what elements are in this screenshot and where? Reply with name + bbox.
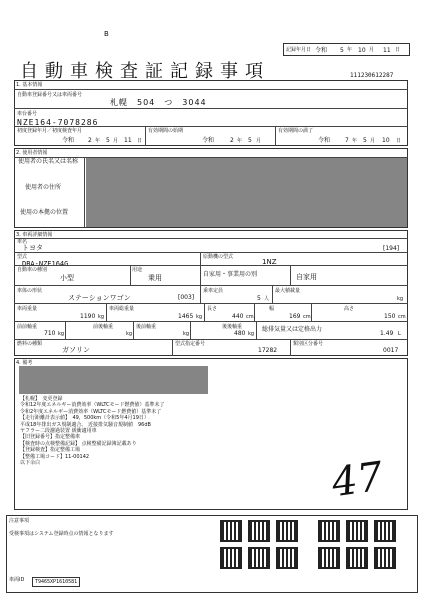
vehicle-kind-label: 自動車の種別 xyxy=(17,267,48,273)
qr-code xyxy=(220,547,242,569)
redacted-remarks xyxy=(19,366,208,394)
height-value: 150 xyxy=(384,313,396,320)
length-value: 440 xyxy=(232,313,244,320)
record-date-year: 5 xyxy=(340,47,344,54)
maker-label: 車名 xyxy=(17,239,28,245)
first-registration-label: 初度登録年月／初度検査年月 xyxy=(17,128,83,134)
validity-end-month: 5 xyxy=(363,137,367,144)
designation-label: 型式指定番号 xyxy=(175,341,206,347)
validity-start-label: 有効期間の始期 xyxy=(148,128,184,134)
width-value: 169 xyxy=(289,313,301,320)
validity-start-month: 5 xyxy=(248,137,252,144)
validity-end-year: 7 xyxy=(345,137,349,144)
fuel-value: ガソリン xyxy=(62,346,90,354)
engine-label: 原動機の型式 xyxy=(203,254,234,260)
remark-line: 【札幌】 変更登録 xyxy=(20,396,63,402)
notice-text: 受検事項はシステム登録時点の情報となります xyxy=(9,531,114,537)
handwritten-number: 47 xyxy=(329,453,386,507)
remark-line: 以下余白 xyxy=(20,460,41,467)
model-value: DBA-NZE164G xyxy=(22,260,69,268)
displacement-value: 1.49 xyxy=(380,330,394,337)
model-label: 型式 xyxy=(17,254,28,260)
user-name-label: 使用者の氏名又は名称 xyxy=(18,158,79,165)
qr-code xyxy=(318,520,340,542)
first-registration-era: 令和 xyxy=(62,137,75,144)
use-base-label: 使用の本拠の位置 xyxy=(20,209,69,216)
record-date-label: 記録年月日 xyxy=(286,47,312,53)
vehicle-id-label: 車両ID xyxy=(9,577,25,583)
remark-line: 【登録検査】指定整備工場 xyxy=(20,447,81,454)
vehicle-weight-value: 1190 xyxy=(80,313,96,320)
body-shape-label: 車体の形状 xyxy=(17,288,43,294)
validity-end-label: 有効期間の満了 xyxy=(278,128,314,134)
qr-code xyxy=(220,520,242,542)
remark-line: 令和2年度エネルギー消費効率（WLTCモード燃費値）基準未了 xyxy=(20,408,162,415)
qr-code xyxy=(248,547,270,569)
remark-line: 【検査時の点検整備記録】 点検整備記録簿記載あり xyxy=(20,440,137,447)
remark-line: 【旧登録番号】指定整備車 xyxy=(20,434,81,441)
width-label: 幅 xyxy=(269,306,275,312)
displacement-label: 総排気量又は定格出力 xyxy=(262,326,323,333)
capacity-value: 5 xyxy=(257,295,261,302)
form-mark: B xyxy=(104,30,109,38)
category-value: 0017 xyxy=(383,347,399,354)
remark-line: 【走行距離計表示値】 49，500km（令和5年4月19日） xyxy=(20,415,149,422)
remark-line: 令和12年度エネルギー消費効率（WLTCモード燃費値）基準未了 xyxy=(20,402,165,409)
registration-number: 札幌 504 つ 3044 xyxy=(110,98,207,107)
validity-end-day: 10 xyxy=(382,137,390,144)
rear-front-axle-label: 後前軸重 xyxy=(136,324,157,330)
chassis-number: NZE164-7078286 xyxy=(17,118,99,127)
front-front-axle-label: 前前軸重 xyxy=(17,324,38,330)
qr-code xyxy=(276,520,298,542)
record-date-box: 記録年月日 令和 5 年 10 月 11 日 xyxy=(283,43,410,56)
qr-code xyxy=(346,547,368,569)
section-heading: 1. 基本情報 xyxy=(16,82,43,88)
remark-line: 【整備工場コード】11-00142 xyxy=(20,453,90,460)
qr-code xyxy=(248,520,270,542)
record-date-month: 10 xyxy=(358,47,366,54)
first-registration-year: 2 xyxy=(88,137,92,144)
vehicle-weight-label: 車両重量 xyxy=(17,306,38,312)
business-value: 自家用 xyxy=(296,273,317,281)
redacted-user-info xyxy=(86,158,407,227)
validity-start-era: 令和 xyxy=(202,137,215,144)
vehicle-kind-value: 小型 xyxy=(60,274,74,282)
section-heading: 4. 備考 xyxy=(16,360,33,366)
designation-value: 17282 xyxy=(258,347,278,354)
height-label: 高さ xyxy=(344,306,355,312)
document-number: 111230612287 xyxy=(350,72,394,79)
use-label: 用途 xyxy=(132,267,143,273)
use-value: 乗用 xyxy=(148,274,162,282)
chassis-number-label: 車台番号 xyxy=(17,111,38,117)
qr-code xyxy=(346,520,368,542)
record-date-era: 令和 xyxy=(315,47,328,54)
first-registration-month: 5 xyxy=(106,137,110,144)
qr-code xyxy=(318,547,340,569)
capacity-label: 乗車定員 xyxy=(203,288,224,294)
max-load-label: 最大積載量 xyxy=(275,288,301,294)
qr-code xyxy=(276,547,298,569)
rear-rear-axle-label: 後後軸重 xyxy=(222,324,243,330)
length-label: 長さ xyxy=(207,306,218,312)
front-rear-axle-label: 前後軸重 xyxy=(93,324,114,330)
registration-number-label: 自動車登録番号又は車両番号 xyxy=(17,92,83,98)
body-shape-value: ステーションワゴン xyxy=(68,294,131,302)
rear-rear-axle-value: 480 xyxy=(234,330,246,337)
first-registration-day: 11 xyxy=(124,137,132,144)
maker-value: トヨタ xyxy=(22,244,43,252)
validity-end-era: 令和 xyxy=(318,137,331,144)
category-label: 類別区分番号 xyxy=(293,341,324,347)
user-address-label: 使用者の住所 xyxy=(25,184,62,191)
vehicle-id-value: T9465XP1610581 xyxy=(32,577,80,587)
fuel-label: 燃料の種類 xyxy=(17,341,43,347)
qr-code xyxy=(374,520,396,542)
page-title: 自動車検査証記録事項 xyxy=(20,61,270,82)
record-date-day: 11 xyxy=(383,47,391,54)
gross-weight-label: 車両総重量 xyxy=(109,306,135,312)
section-heading: 2. 使用者情報 xyxy=(16,150,48,156)
business-label: 自家用・事業用の別 xyxy=(203,271,258,278)
validity-start-year: 2 xyxy=(230,137,234,144)
qr-code xyxy=(374,547,396,569)
engine-value: 1NZ xyxy=(262,258,277,266)
remark-line: 平成18年排出ガス規制適合、 近接排気騒音規制値 96dB xyxy=(20,421,151,428)
displacement-unit: L xyxy=(398,331,401,337)
capacity-unit: 人 xyxy=(264,296,270,302)
front-front-axle-value: 710 xyxy=(44,330,56,337)
body-shape-code: [003] xyxy=(178,294,195,301)
max-load-unit: kg xyxy=(397,296,404,302)
maker-code: [194] xyxy=(383,245,400,252)
notice-heading: 注意事項 xyxy=(9,518,30,524)
section-heading: 3. 車両詳細情報 xyxy=(16,232,53,238)
gross-weight-value: 1465 xyxy=(178,313,194,320)
remark-line: ヤフラー二段濾過装置 緩衝適用車 xyxy=(20,428,97,435)
remarks-list xyxy=(20,396,164,466)
